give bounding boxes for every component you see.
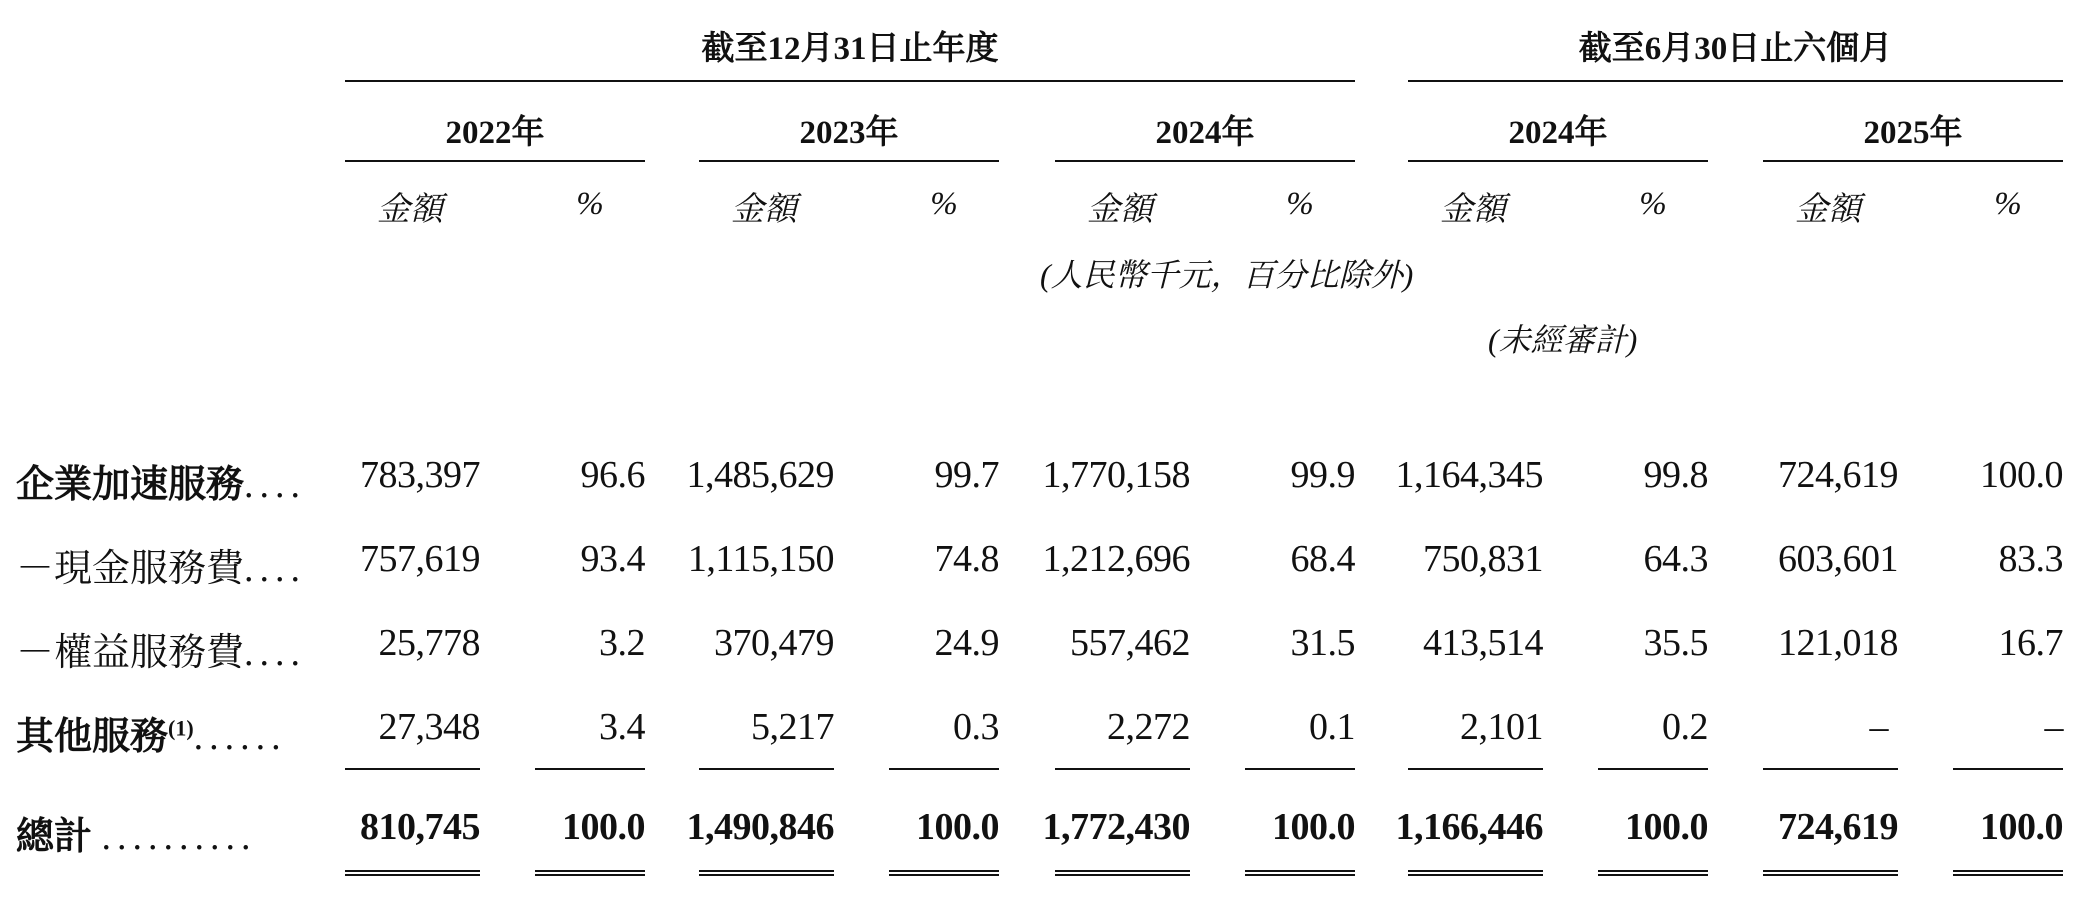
total-double-rule bbox=[1763, 870, 1898, 876]
row-label-cash-service-fee bbox=[16, 537, 306, 592]
table-cell: 27,348 bbox=[378, 706, 480, 748]
total-cell: 100.0 bbox=[1272, 806, 1355, 848]
table-cell: 74.8 bbox=[934, 538, 999, 580]
table-cell: – bbox=[2044, 706, 2063, 748]
total-double-rule bbox=[535, 870, 645, 876]
table-cell: 2,272 bbox=[1107, 706, 1190, 748]
year-header-2025-h1: 2025年 bbox=[1863, 115, 1963, 151]
table-cell: 96.6 bbox=[580, 454, 645, 496]
total-double-rule bbox=[345, 870, 480, 876]
table-cell: 750,831 bbox=[1423, 538, 1543, 580]
leader-dots: .... bbox=[244, 464, 307, 506]
row-label-text: 總計 bbox=[16, 816, 93, 858]
amount-header: 金額 bbox=[1795, 192, 1861, 228]
footnote-marker: (1) bbox=[168, 715, 194, 741]
unaudited-note: (未經審計) bbox=[1488, 322, 1638, 358]
table-cell: 413,514 bbox=[1423, 622, 1543, 664]
table-cell: 93.4 bbox=[580, 538, 645, 580]
table-cell: 24.9 bbox=[934, 622, 999, 664]
total-cell: 100.0 bbox=[1980, 806, 2063, 848]
total-double-rule bbox=[889, 870, 999, 876]
table-cell: 1,770,158 bbox=[1042, 454, 1190, 496]
table-cell: 0.1 bbox=[1309, 706, 1355, 748]
total-double-rule bbox=[1598, 870, 1708, 876]
year-header-2023: 2023年 bbox=[799, 115, 899, 151]
percent-header: % bbox=[930, 186, 958, 222]
total-double-rule bbox=[1245, 870, 1355, 876]
row-label-enterprise-acceleration bbox=[16, 453, 306, 508]
table-cell: 724,619 bbox=[1778, 454, 1898, 496]
year-underline-2024 bbox=[1055, 160, 1355, 162]
row-label-total bbox=[16, 805, 257, 860]
amount-header: 金額 bbox=[1087, 192, 1153, 228]
row-label-text: －權益服務費 bbox=[16, 632, 245, 674]
table-cell: 121,018 bbox=[1778, 622, 1898, 664]
year-underline-2023 bbox=[699, 160, 999, 162]
table-cell: 1,115,150 bbox=[687, 538, 834, 580]
total-double-rule bbox=[699, 870, 834, 876]
table-cell: 64.3 bbox=[1643, 538, 1708, 580]
table-cell: 557,462 bbox=[1070, 622, 1190, 664]
amount-header: 金額 bbox=[731, 192, 797, 228]
total-double-rule bbox=[1953, 870, 2063, 876]
table-cell: 1,212,696 bbox=[1042, 538, 1190, 580]
amount-header: 金額 bbox=[1440, 192, 1506, 228]
group-header-six-months: 截至6月30日止六個月 bbox=[1578, 31, 1893, 67]
table-cell: 99.9 bbox=[1290, 454, 1355, 496]
subtotal-rule bbox=[699, 768, 834, 770]
percent-header: % bbox=[1639, 186, 1667, 222]
subtotal-rule bbox=[1245, 768, 1355, 770]
table-cell: 370,479 bbox=[714, 622, 834, 664]
percent-header: % bbox=[576, 186, 604, 222]
total-cell: 724,619 bbox=[1778, 806, 1898, 848]
subtotal-rule bbox=[889, 768, 999, 770]
leader-dots: .......... bbox=[101, 816, 257, 858]
total-double-rule bbox=[1055, 870, 1190, 876]
leader-dots: ...... bbox=[193, 716, 287, 758]
table-cell: 25,778 bbox=[378, 622, 480, 664]
group-underline-six-months bbox=[1408, 80, 2063, 82]
row-label-text: 企業加速服務 bbox=[16, 464, 245, 506]
row-label-text: 其他服務 bbox=[16, 716, 169, 758]
percent-header: % bbox=[1286, 186, 1314, 222]
year-underline-2025-h1 bbox=[1763, 160, 2063, 162]
table-cell: 1,164,345 bbox=[1395, 454, 1543, 496]
subtotal-rule bbox=[345, 768, 480, 770]
row-label-text: －現金服務費 bbox=[16, 548, 245, 590]
table-cell: 3.4 bbox=[599, 706, 645, 748]
table-cell: 0.3 bbox=[953, 706, 999, 748]
total-cell: 100.0 bbox=[562, 806, 645, 848]
table-cell: 5,217 bbox=[751, 706, 834, 748]
year-header-2022: 2022年 bbox=[445, 115, 545, 151]
year-underline-2024-h1 bbox=[1408, 160, 1708, 162]
table-cell: 99.7 bbox=[934, 454, 999, 496]
table-cell: – bbox=[1869, 706, 1888, 748]
total-cell: 810,745 bbox=[360, 806, 480, 848]
row-label-other-services bbox=[16, 705, 287, 760]
table-cell: 1,485,629 bbox=[686, 454, 834, 496]
table-cell: 31.5 bbox=[1290, 622, 1355, 664]
table-cell: 0.2 bbox=[1662, 706, 1708, 748]
year-underline-2022 bbox=[345, 160, 645, 162]
table-cell: 3.2 bbox=[599, 622, 645, 664]
total-cell: 100.0 bbox=[1625, 806, 1708, 848]
subtotal-rule bbox=[1408, 768, 1543, 770]
table-cell: 783,397 bbox=[360, 454, 480, 496]
subtotal-rule bbox=[1953, 768, 2063, 770]
table-cell: 16.7 bbox=[1998, 622, 2063, 664]
table-cell: 2,101 bbox=[1460, 706, 1543, 748]
table-cell: 99.8 bbox=[1643, 454, 1708, 496]
group-underline-fiscal-year bbox=[345, 80, 1355, 82]
total-double-rule bbox=[1408, 870, 1543, 876]
row-label-equity-service-fee bbox=[16, 621, 306, 676]
table-cell: 83.3 bbox=[1998, 538, 2063, 580]
leader-dots: .... bbox=[244, 632, 307, 674]
unit-note: (人民幣千元，百分比除外) bbox=[1040, 257, 1414, 293]
group-header-fiscal-year: 截至12月31日止年度 bbox=[701, 31, 999, 67]
subtotal-rule bbox=[1055, 768, 1190, 770]
subtotal-rule bbox=[1598, 768, 1708, 770]
total-cell: 1,166,446 bbox=[1395, 806, 1543, 848]
table-cell: 100.0 bbox=[1980, 454, 2063, 496]
subtotal-rule bbox=[1763, 768, 1898, 770]
amount-header: 金額 bbox=[377, 192, 443, 228]
table-cell: 603,601 bbox=[1778, 538, 1898, 580]
leader-dots: .... bbox=[244, 548, 307, 590]
total-cell: 1,772,430 bbox=[1042, 806, 1190, 848]
total-cell: 1,490,846 bbox=[686, 806, 834, 848]
subtotal-rule bbox=[535, 768, 645, 770]
total-cell: 100.0 bbox=[916, 806, 999, 848]
percent-header: % bbox=[1994, 186, 2022, 222]
table-cell: 757,619 bbox=[360, 538, 480, 580]
year-header-2024-h1: 2024年 bbox=[1508, 115, 1608, 151]
table-cell: 35.5 bbox=[1643, 622, 1708, 664]
year-header-2024: 2024年 bbox=[1155, 115, 1255, 151]
table-cell: 68.4 bbox=[1290, 538, 1355, 580]
